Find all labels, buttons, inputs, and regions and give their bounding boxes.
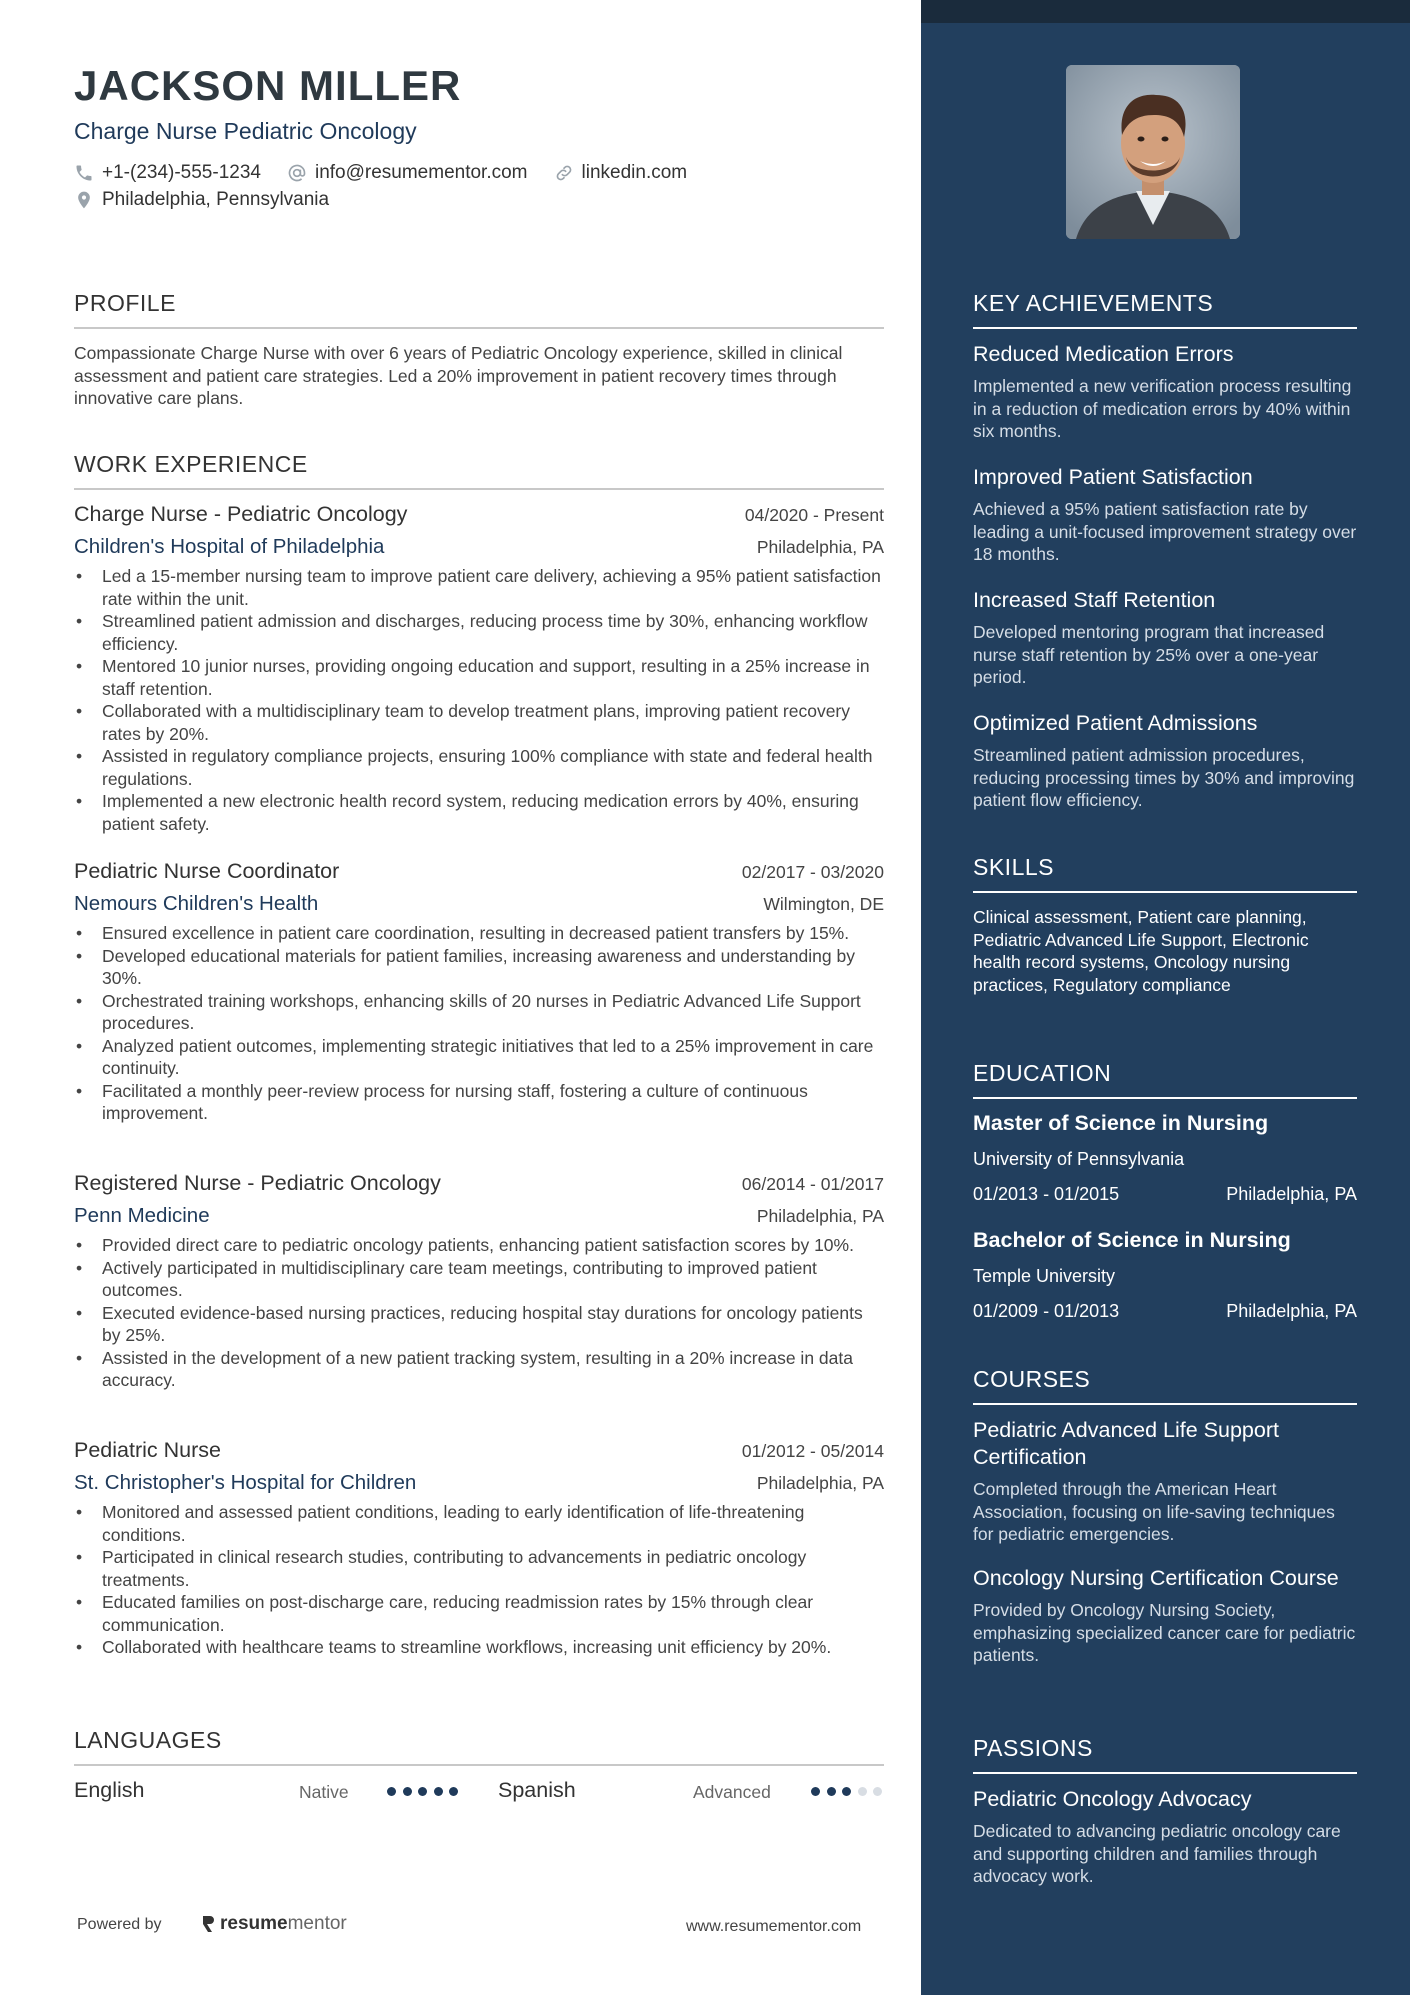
job-entry	[74, 1438, 884, 1659]
course-title: Oncology Nursing Certification Course	[973, 1566, 1339, 1590]
brand-light: mentor	[287, 1913, 347, 1934]
passion-text: Dedicated to advancing pediatric oncology care and supporting children and families through advocacy work.	[973, 1821, 1341, 1886]
rating-dot-filled	[403, 1787, 412, 1796]
languages-heading: LANGUAGES	[74, 1727, 884, 1766]
job-dates: 04/2020 - Present	[744, 505, 884, 525]
at-icon	[287, 163, 307, 183]
contact-email[interactable]	[287, 162, 528, 184]
education-school: Temple University	[973, 1266, 1116, 1286]
course-item	[973, 1417, 1357, 1546]
job-bullet: • Developed educational materials for patient families, increasing awareness and understanding by 30%.	[74, 945, 884, 990]
job-bullet: • Executed evidence-based nursing practices, reducing hospital stay durations for oncology patients by 25%.	[74, 1302, 884, 1347]
language-level: Advanced	[693, 1782, 771, 1802]
language-rating	[387, 1787, 465, 1796]
location-text: Philadelphia, Pennsylvania	[102, 189, 330, 210]
course-title: Pediatric Advanced Life Support Certification	[973, 1418, 1279, 1469]
education-degree: Bachelor of Science in Nursing	[973, 1228, 1291, 1252]
job-location: Wilmington, DE	[763, 894, 884, 914]
achievement-item	[973, 587, 1357, 689]
job-bullets	[74, 565, 884, 835]
language-item	[498, 1778, 576, 1803]
phone-text: +1-(234)-555-1234	[102, 162, 261, 183]
achievement-title: Increased Staff Retention	[973, 588, 1216, 612]
achievement-item	[973, 341, 1357, 443]
language-item	[74, 1778, 145, 1803]
job-bullet: • Collaborated with healthcare teams to streamline workflows, increasing unit efficiency by 20%.	[74, 1636, 884, 1659]
job-entry	[74, 502, 884, 835]
job-dates: 06/2014 - 01/2017	[741, 1174, 884, 1194]
job-bullet: • Facilitated a monthly peer-review process for nursing staff, fostering a culture of continuous improvement.	[74, 1080, 884, 1125]
job-bullet: • Orchestrated training workshops, enhancing skills of 20 nurses in Pediatric Advanced Life Support procedures.	[74, 990, 884, 1035]
skills-list	[973, 906, 1357, 996]
achievement-text: Streamlined patient admission procedures, reducing processing times by 30% and improving patient flow efficiency.	[973, 745, 1355, 810]
job-bullet: • Assisted in regulatory compliance projects, ensuring 100% compliance with state and federal health regulations.	[74, 745, 884, 790]
job-bullets	[74, 1234, 884, 1392]
job-bullet: • Ensured excellence in patient care coordination, resulting in decreased patient transfers by 15%.	[74, 922, 884, 945]
languages-list	[74, 1778, 884, 1808]
location-item	[74, 189, 329, 211]
job-bullet: • Educated families on post-discharge care, reducing readmission rates by 15% through clear communication.	[74, 1591, 884, 1636]
job-title: Registered Nurse - Pediatric Oncology	[74, 1171, 441, 1195]
language-name: Spanish	[498, 1778, 576, 1802]
job-bullet: • Led a 15-member nursing team to improve patient care delivery, achieving a 95% patient satisfaction rate within the unit.	[74, 565, 884, 610]
passion-title: Pediatric Oncology Advocacy	[973, 1787, 1252, 1811]
courses-heading: COURSES	[973, 1366, 1357, 1405]
education-item	[973, 1111, 1357, 1205]
rating-dot-filled	[434, 1787, 443, 1796]
work-experience-heading: WORK EXPERIENCE	[74, 451, 884, 490]
achievement-item	[973, 710, 1357, 812]
language-rating	[811, 1787, 889, 1796]
linkedin-text: linkedin.com	[581, 162, 688, 183]
job-location: Philadelphia, PA	[756, 1473, 884, 1493]
job-bullet: • Analyzed patient outcomes, implementing strategic initiatives that led to a 25% improvement in care continuity.	[74, 1035, 884, 1080]
contact-location	[74, 189, 355, 211]
brand-bold: resume	[220, 1913, 288, 1934]
resumementor-logo-icon	[200, 1915, 216, 1933]
job-dates: 02/2017 - 03/2020	[741, 862, 884, 882]
footer-website-link[interactable]: www.resumementor.com	[686, 1918, 862, 1935]
achievement-item	[973, 464, 1357, 566]
job-bullet: • Participated in clinical research studies, contributing to advancements in pediatric oncology treatments.	[74, 1546, 884, 1591]
rating-dot-empty	[873, 1787, 882, 1796]
job-title: Charge Nurse - Pediatric Oncology	[74, 502, 408, 526]
achievement-text: Implemented a new verification process resulting in a reduction of medication errors by 40% within six months.	[973, 376, 1352, 441]
education-school: University of Pennsylvania	[973, 1149, 1185, 1169]
rating-dot-filled	[418, 1787, 427, 1796]
achievement-text: Developed mentoring program that increased nurse staff retention by 25% over a one-year period.	[973, 622, 1325, 687]
job-bullet: • Actively participated in multidisciplinary care team meetings, contributing to improved patient outcomes.	[74, 1257, 884, 1302]
education-degree: Master of Science in Nursing	[973, 1111, 1269, 1135]
passions-heading: PASSIONS	[973, 1735, 1357, 1774]
profile-heading: PROFILE	[74, 290, 884, 329]
candidate-title: Charge Nurse Pediatric Oncology	[74, 118, 417, 144]
job-entry	[74, 1171, 884, 1392]
job-location: Philadelphia, PA	[756, 537, 884, 557]
phone-icon	[74, 163, 94, 183]
contact-row	[74, 162, 713, 184]
map-pin-icon	[74, 190, 94, 210]
rating-dot-empty	[858, 1787, 867, 1796]
job-location: Philadelphia, PA	[756, 1206, 884, 1226]
passion-item	[973, 1786, 1357, 1888]
education-item	[973, 1228, 1357, 1322]
achievement-title: Reduced Medication Errors	[973, 342, 1234, 366]
email-text: info@resumementor.com	[314, 162, 528, 183]
job-bullet: • Collaborated with a multidisciplinary team to develop treatment plans, improving patient recovery rates by 20%.	[74, 700, 884, 745]
education-dates: 01/2009 - 01/2013	[973, 1301, 1120, 1321]
job-bullet: • Streamlined patient admission and discharges, reducing process time by 30%, enhancing workflow efficiency.	[74, 610, 884, 655]
achievement-text: Achieved a 95% patient satisfaction rate by leading a unit-focused improvement strategy over 18 months.	[973, 499, 1357, 564]
job-company: Children's Hospital of Philadelphia	[74, 535, 385, 558]
rating-dot-filled	[827, 1787, 836, 1796]
key-achievements-heading: KEY ACHIEVEMENTS	[973, 290, 1357, 329]
contact-phone[interactable]	[74, 162, 261, 184]
sidebar-top-bar	[921, 0, 1410, 23]
job-bullet: • Provided direct care to pediatric oncology patients, enhancing patient satisfaction scores by 10%.	[74, 1234, 884, 1257]
skills-heading: SKILLS	[973, 854, 1357, 893]
job-bullets	[74, 922, 884, 1125]
achievement-title: Improved Patient Satisfaction	[973, 465, 1253, 489]
job-bullet: • Assisted in the development of a new patient tracking system, resulting in a 20% increase in data accuracy.	[74, 1347, 884, 1392]
language-level: Native	[299, 1782, 349, 1802]
profile-summary: Compassionate Charge Nurse with over 6 years of Pediatric Oncology experience, skilled in clinical assessment and patient care strategies. Led a 20% improvement in patient recovery times through innovative care plans.	[74, 343, 843, 408]
course-text: Provided by Oncology Nursing Society, emphasizing specialized cancer care for pediatric patients.	[973, 1600, 1356, 1665]
resumementor-logo[interactable]	[200, 1913, 347, 1935]
job-company: Nemours Children's Health	[74, 892, 319, 915]
job-bullets	[74, 1501, 884, 1659]
language-name: English	[74, 1778, 145, 1802]
link-icon	[554, 163, 574, 183]
job-dates: 01/2012 - 05/2014	[741, 1441, 884, 1461]
profile-photo-image	[1066, 65, 1240, 239]
rating-dot-filled	[842, 1787, 851, 1796]
candidate-name: JACKSON MILLER	[74, 62, 462, 109]
education-location: Philadelphia, PA	[1226, 1184, 1357, 1204]
job-company: Penn Medicine	[74, 1204, 210, 1227]
job-company: St. Christopher's Hospital for Children	[74, 1471, 417, 1494]
course-item	[973, 1565, 1357, 1667]
contact-linkedin[interactable]	[554, 162, 688, 184]
education-location: Philadelphia, PA	[1226, 1301, 1357, 1321]
achievement-title: Optimized Patient Admissions	[973, 711, 1258, 735]
rating-dot-filled	[449, 1787, 458, 1796]
job-title: Pediatric Nurse Coordinator	[74, 859, 340, 883]
skills-text: Clinical assessment, Patient care planning, Pediatric Advanced Life Support, Electronic health record systems, Oncology nursing practices, Regulatory compliance	[973, 907, 1309, 995]
sidebar	[921, 0, 1410, 1995]
rating-dot-filled	[387, 1787, 396, 1796]
job-entry	[74, 859, 884, 1125]
education-heading: EDUCATION	[973, 1060, 1357, 1099]
rating-dot-filled	[811, 1787, 820, 1796]
profile-photo	[1066, 65, 1240, 239]
course-text: Completed through the American Heart Association, focusing on life-saving techniques for pediatric emergencies.	[973, 1479, 1335, 1544]
powered-by-label: Powered by	[77, 1916, 162, 1933]
job-bullet: • Implemented a new electronic health record system, reducing medication errors by 40%, ensuring patient safety.	[74, 790, 884, 835]
job-title: Pediatric Nurse	[74, 1438, 221, 1462]
education-dates: 01/2013 - 01/2015	[973, 1184, 1120, 1204]
job-bullet: • Monitored and assessed patient conditions, leading to early identification of life-threatening conditions.	[74, 1501, 884, 1546]
job-bullet: • Mentored 10 junior nurses, providing ongoing education and support, resulting in a 25% increase in staff retention.	[74, 655, 884, 700]
